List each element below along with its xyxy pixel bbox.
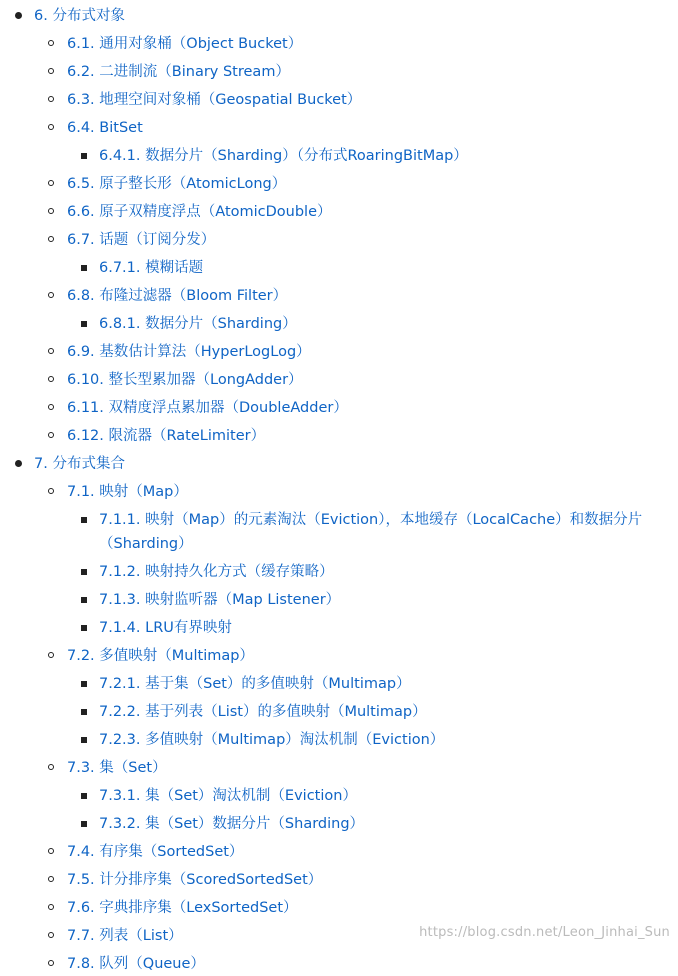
list-item	[0, 588, 678, 612]
toc-link-6-1[interactable]: 6.1. 通用对象桶（Object Bucket）	[67, 36, 303, 52]
circle-bullet-icon	[48, 124, 54, 130]
square-bullet-icon	[81, 821, 87, 827]
circle-bullet-icon	[48, 960, 54, 966]
list-item	[0, 868, 678, 892]
toc-link-6-4[interactable]: 6.4. BitSet	[67, 120, 143, 136]
toc-link-6-8[interactable]: 6.8. 布隆过滤器（Bloom Filter）	[67, 288, 288, 304]
toc-section-7	[0, 452, 678, 476]
toc-link-6-9[interactable]: 6.9. 基数估计算法（HyperLogLog）	[67, 344, 311, 360]
toc-link-7-1-3[interactable]: 7.1.3. 映射监听器（Map Listener）	[99, 592, 341, 608]
circle-bullet-icon	[48, 180, 54, 186]
list-item	[0, 812, 678, 836]
toc-link-6-6[interactable]: 6.6. 原子双精度浮点（AtomicDouble）	[67, 204, 332, 220]
toc-link-6-4-1[interactable]: 6.4.1. 数据分片（Sharding）（分布式RoaringBitMap）	[99, 148, 468, 164]
circle-bullet-icon	[48, 876, 54, 882]
circle-bullet-icon	[48, 932, 54, 938]
disc-bullet-icon	[15, 460, 22, 467]
square-bullet-icon	[81, 597, 87, 603]
list-item	[0, 340, 678, 364]
toc-link-7-2[interactable]: 7.2. 多值映射（Multimap）	[67, 648, 254, 664]
toc-link-6-10[interactable]: 6.10. 整长型累加器（LongAdder）	[67, 372, 303, 388]
list-item	[0, 644, 678, 668]
toc-link-7-2-3[interactable]: 7.2.3. 多值映射（Multimap）淘汰机制（Eviction）	[99, 732, 445, 748]
circle-bullet-icon	[48, 652, 54, 658]
list-item	[0, 88, 678, 112]
toc-link-7-1-4[interactable]: 7.1.4. LRU有界映射	[99, 620, 232, 636]
list-item	[0, 144, 678, 168]
toc-link-7-5[interactable]: 7.5. 计分排序集（ScoredSortedSet）	[67, 872, 323, 888]
toc-link-7-1[interactable]: 7.1. 映射（Map）	[67, 484, 188, 500]
toc-link-6-11[interactable]: 6.11. 双精度浮点累加器（DoubleAdder）	[67, 400, 348, 416]
toc-link-7-3-2[interactable]: 7.3.2. 集（Set）数据分片（Sharding）	[99, 816, 365, 832]
circle-bullet-icon	[48, 432, 54, 438]
toc-link-7[interactable]: 7. 分布式集合	[34, 456, 125, 472]
disc-bullet-icon	[15, 12, 22, 19]
toc-link-6-5[interactable]: 6.5. 原子整长形（AtomicLong）	[67, 176, 287, 192]
square-bullet-icon	[81, 625, 87, 631]
circle-bullet-icon	[48, 96, 54, 102]
list-item	[0, 284, 678, 308]
circle-bullet-icon	[48, 236, 54, 242]
list-item	[0, 60, 678, 84]
list-item	[0, 32, 678, 56]
list-item	[0, 172, 678, 196]
list-item	[0, 784, 678, 808]
list-item	[0, 256, 678, 280]
square-bullet-icon	[81, 265, 87, 271]
list-item	[0, 200, 678, 224]
toc-link-6-2[interactable]: 6.2. 二进制流（Binary Stream）	[67, 64, 290, 80]
list-item	[0, 480, 678, 504]
circle-bullet-icon	[48, 764, 54, 770]
list-item	[0, 952, 678, 976]
square-bullet-icon	[81, 321, 87, 327]
list-item	[0, 896, 678, 920]
circle-bullet-icon	[48, 848, 54, 854]
circle-bullet-icon	[48, 40, 54, 46]
toc-link-7-3[interactable]: 7.3. 集（Set）	[67, 760, 167, 776]
toc-link-6-3[interactable]: 6.3. 地理空间对象桶（Geospatial Bucket）	[67, 92, 362, 108]
circle-bullet-icon	[48, 68, 54, 74]
circle-bullet-icon	[48, 404, 54, 410]
list-item	[0, 368, 678, 392]
list-item	[0, 312, 678, 336]
circle-bullet-icon	[48, 488, 54, 494]
list-item	[0, 616, 678, 640]
toc-link-7-8[interactable]: 7.8. 队列（Queue）	[67, 956, 205, 972]
list-item	[0, 672, 678, 696]
toc-link-7-3-1[interactable]: 7.3.1. 集（Set）淘汰机制（Eviction）	[99, 788, 357, 804]
square-bullet-icon	[81, 569, 87, 575]
list-item	[0, 728, 678, 752]
toc-link-7-1-1[interactable]: 7.1.1. 映射（Map）的元素淘汰（Eviction），本地缓存（LocalCache）和数据分片	[99, 512, 643, 528]
toc-link-7-1-2[interactable]: 7.1.2. 映射持久化方式（缓存策略）	[99, 564, 334, 580]
list-item	[0, 700, 678, 724]
toc-link-6-12[interactable]: 6.12. 限流器（RateLimiter）	[67, 428, 266, 444]
list-item-continuation	[0, 532, 678, 556]
circle-bullet-icon	[48, 376, 54, 382]
watermark: https://blog.csdn.net/Leon_Jinhai_Sun	[419, 925, 670, 940]
list-item	[0, 396, 678, 420]
circle-bullet-icon	[48, 348, 54, 354]
square-bullet-icon	[81, 153, 87, 159]
list-item	[0, 756, 678, 780]
square-bullet-icon	[81, 681, 87, 687]
square-bullet-icon	[81, 709, 87, 715]
list-item	[0, 424, 678, 448]
list-item	[0, 116, 678, 140]
square-bullet-icon	[81, 517, 87, 523]
circle-bullet-icon	[48, 208, 54, 214]
toc-link-7-2-2[interactable]: 7.2.2. 基于列表（List）的多值映射（Multimap）	[99, 704, 427, 720]
toc-link-7-7[interactable]: 7.7. 列表（List）	[67, 928, 183, 944]
circle-bullet-icon	[48, 904, 54, 910]
list-item	[0, 228, 678, 252]
circle-bullet-icon	[48, 292, 54, 298]
toc-link-7-4[interactable]: 7.4. 有序集（SortedSet）	[67, 844, 244, 860]
toc-link-7-1-1-continued[interactable]: （Sharding）	[99, 536, 193, 552]
list-item	[0, 508, 678, 532]
list-item	[0, 560, 678, 584]
square-bullet-icon	[81, 793, 87, 799]
list-item	[0, 840, 678, 864]
toc-link-6-7[interactable]: 6.7. 话题（订阅分发）	[67, 232, 216, 248]
toc-link-7-6[interactable]: 7.6. 字典排序集（LexSortedSet）	[67, 900, 298, 916]
toc-link-6[interactable]: 6. 分布式对象	[34, 8, 125, 24]
square-bullet-icon	[81, 737, 87, 743]
toc-section-6	[0, 4, 678, 28]
toc-link-6-7-1[interactable]: 6.7.1. 模糊话题	[99, 260, 204, 276]
toc-link-6-8-1[interactable]: 6.8.1. 数据分片（Sharding）	[99, 316, 297, 332]
toc-link-7-2-1[interactable]: 7.2.1. 基于集（Set）的多值映射（Multimap）	[99, 676, 411, 692]
